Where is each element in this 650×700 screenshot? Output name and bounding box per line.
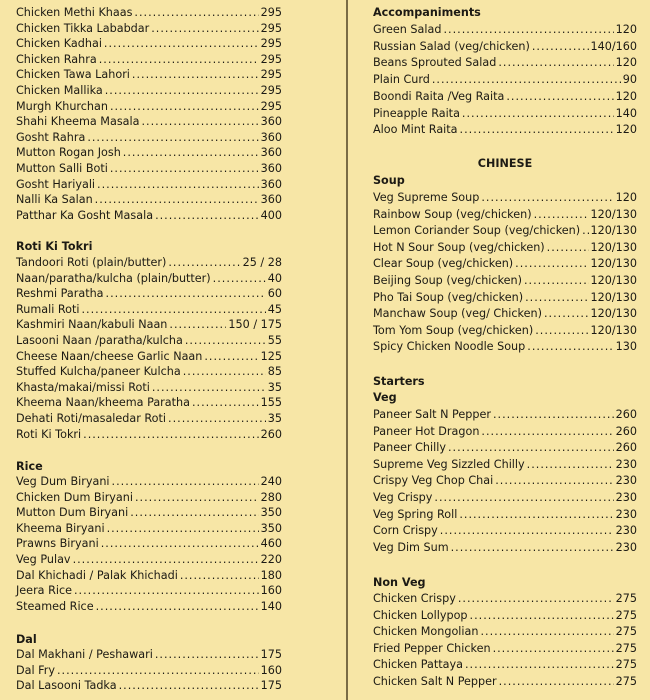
menu-item bbox=[16, 130, 282, 146]
menu-item-name: Steamed Rice bbox=[16, 599, 94, 613]
menu-item-name: Kashmiri Naan/kabuli Naan bbox=[16, 318, 168, 332]
menu-item bbox=[373, 591, 637, 607]
menu-item bbox=[373, 641, 637, 657]
menu-item-name: Kheema Biryani bbox=[16, 521, 105, 535]
menu-item-name: Crispy Veg Chop Chai bbox=[373, 474, 494, 488]
menu-item-name: Chicken Rahra bbox=[16, 52, 97, 66]
menu-item-name: Veg Dim Sum bbox=[373, 540, 449, 554]
menu-item-price: 120 bbox=[615, 89, 637, 103]
menu-item-name: Hot N Sour Soup (veg/chicken) bbox=[373, 240, 545, 254]
menu-item bbox=[373, 407, 637, 423]
menu-item-name: Boondi Raita /Veg Raita bbox=[373, 89, 505, 103]
menu-item-price: 275 bbox=[615, 608, 637, 622]
menu-item-name: Dal Khichadi / Palak Khichadi bbox=[16, 568, 178, 582]
menu-item bbox=[16, 552, 282, 568]
menu-item bbox=[16, 536, 282, 552]
menu-item-name: Chicken Tikka Lababdar bbox=[16, 21, 150, 35]
menu-item bbox=[16, 255, 282, 271]
menu-item-name: Roti Ki Tokri bbox=[16, 427, 82, 441]
menu-item-price: 175 bbox=[260, 679, 282, 693]
section-heading-dal: Dal bbox=[16, 633, 37, 646]
menu-item-name: Jeera Rice bbox=[16, 584, 72, 598]
menu-item bbox=[373, 457, 637, 473]
menu-item-price: 230 bbox=[615, 491, 637, 504]
menu-item-name: Veg Pulav bbox=[16, 553, 71, 566]
menu-item-name: Aloo Mint Raita bbox=[373, 123, 458, 137]
menu-item-name: Reshmi Paratha bbox=[16, 287, 104, 301]
menu-item bbox=[16, 505, 282, 521]
menu-item-name: Nalli Ka Salan bbox=[16, 193, 93, 207]
menu-item bbox=[373, 306, 637, 322]
dot-leader bbox=[527, 339, 613, 355]
dot-leader bbox=[527, 457, 614, 473]
menu-item-name: Paneer Salt N Pepper bbox=[373, 408, 491, 421]
menu-item bbox=[16, 333, 282, 349]
menu-item-name: Veg Spring Roll bbox=[373, 507, 458, 521]
menu-item-price: 120 bbox=[615, 56, 637, 70]
menu-item bbox=[373, 89, 637, 105]
dot-leader bbox=[499, 674, 614, 690]
menu-item-name: Chicken Mallika bbox=[16, 84, 103, 97]
dot-leader bbox=[110, 99, 259, 115]
menu-item bbox=[373, 624, 637, 640]
menu-item bbox=[16, 21, 282, 37]
menu-item bbox=[373, 339, 637, 355]
menu-item-price: 140 bbox=[260, 599, 282, 613]
menu-item bbox=[16, 317, 282, 333]
menu-item bbox=[16, 145, 282, 161]
menu-item-name: Dal Fry bbox=[16, 663, 55, 677]
menu-item-price: 90 bbox=[622, 73, 637, 87]
menu-item-price: 360 bbox=[260, 146, 282, 160]
dot-leader bbox=[96, 599, 259, 615]
dot-leader bbox=[112, 474, 259, 490]
dot-leader bbox=[169, 317, 226, 333]
menu-item-name: Plain Curd bbox=[373, 73, 430, 87]
menu-item-name: Patthar Ka Gosht Masala bbox=[16, 208, 154, 222]
dot-leader bbox=[180, 568, 259, 584]
dot-leader bbox=[151, 21, 258, 37]
menu-item-price: 260 bbox=[615, 408, 637, 421]
menu-item bbox=[373, 22, 637, 38]
menu-item-price: 230 bbox=[615, 540, 637, 554]
dot-leader bbox=[183, 364, 266, 380]
menu-item bbox=[373, 223, 637, 239]
dot-leader bbox=[101, 536, 259, 552]
dot-leader bbox=[465, 657, 614, 673]
menu-item-price: 120/130 bbox=[590, 207, 637, 221]
menu-item-name: Dal Lasooni Tadka bbox=[16, 679, 117, 693]
menu-item-price: 260 bbox=[615, 424, 637, 438]
dot-leader bbox=[495, 473, 613, 489]
menu-item-price: 230 bbox=[615, 524, 637, 538]
dot-leader bbox=[123, 145, 259, 161]
menu-item-name: Mutton Salli Boti bbox=[16, 162, 108, 175]
dot-leader bbox=[132, 67, 259, 83]
menu-item-price: 120/130 bbox=[590, 307, 637, 321]
menu-item bbox=[16, 583, 282, 599]
menu-item bbox=[16, 161, 282, 177]
menu-item-name: Manchaw Soup (veg/ Chicken) bbox=[373, 307, 542, 321]
dot-leader bbox=[440, 523, 614, 539]
menu-item-name: Pho Tai Soup (veg/chicken) bbox=[373, 290, 524, 304]
dot-leader bbox=[168, 411, 266, 427]
menu-item-name: Corn Crispy bbox=[373, 524, 438, 538]
menu-item bbox=[16, 271, 282, 287]
dot-leader bbox=[459, 507, 613, 523]
menu-item-price: 275 bbox=[615, 625, 637, 639]
dot-leader bbox=[119, 678, 259, 694]
dot-leader bbox=[74, 583, 259, 599]
dot-leader bbox=[95, 192, 259, 208]
menu-item-price: 140/160 bbox=[590, 39, 637, 53]
menu-item-name: Chicken Salt N Pepper bbox=[373, 675, 497, 688]
menu-item-name: Chicken Methi Khaas bbox=[16, 6, 133, 19]
menu-item-price: 120/130 bbox=[590, 224, 637, 238]
menu-item bbox=[16, 427, 282, 443]
menu-item bbox=[16, 678, 282, 694]
menu-item-name: Shahi Kheema Masala bbox=[16, 115, 140, 129]
menu-item-name: Chicken Kadhai bbox=[16, 37, 102, 51]
menu-item-price: 400 bbox=[260, 208, 282, 222]
dot-leader bbox=[532, 39, 589, 55]
menu-item bbox=[16, 36, 282, 52]
menu-item bbox=[373, 106, 637, 122]
menu-item-price: 130 bbox=[615, 340, 637, 354]
menu-item-price: 45 bbox=[267, 302, 282, 316]
menu-item bbox=[16, 568, 282, 584]
menu-item-name: Supreme Veg Sizzled Chilly bbox=[373, 457, 525, 471]
menu-item bbox=[16, 52, 282, 68]
menu-item-name: Gosht Hariyali bbox=[16, 177, 96, 191]
menu-item bbox=[373, 608, 637, 624]
menu-item-name: Dehati Roti/masaledar Roti bbox=[16, 412, 167, 425]
section-heading-rice: Rice bbox=[16, 460, 43, 473]
dot-leader bbox=[470, 608, 614, 624]
menu-item-price: 275 bbox=[615, 641, 637, 655]
dot-leader bbox=[134, 5, 258, 21]
dot-leader bbox=[213, 271, 266, 287]
menu-item-name: Green Salad bbox=[373, 23, 442, 36]
dot-leader bbox=[105, 83, 259, 99]
menu-item bbox=[16, 192, 282, 208]
menu-item bbox=[373, 122, 637, 138]
menu-item bbox=[373, 424, 637, 440]
section-heading-chinese: CHINESE bbox=[477, 157, 533, 170]
dot-leader bbox=[480, 624, 613, 640]
menu-item bbox=[16, 99, 282, 115]
dot-leader bbox=[99, 52, 259, 68]
menu-item-price: 85 bbox=[267, 365, 282, 379]
menu-item bbox=[16, 663, 282, 679]
dot-leader bbox=[481, 424, 613, 440]
menu-item-name: Dal Makhani / Peshawari bbox=[16, 648, 153, 661]
dot-leader bbox=[506, 89, 613, 105]
menu-item bbox=[373, 72, 637, 88]
menu-item-price: 160 bbox=[260, 663, 282, 677]
menu-item-price: 275 bbox=[615, 592, 637, 605]
menu-item-price: 140 bbox=[615, 106, 637, 120]
menu-item-price: 120 bbox=[615, 123, 637, 137]
dot-leader bbox=[73, 552, 259, 568]
menu-item-name: Tom Yom Soup (veg/chicken) bbox=[373, 323, 534, 337]
menu-item bbox=[16, 208, 282, 224]
menu-item bbox=[373, 55, 637, 71]
menu-item-price: 275 bbox=[615, 675, 637, 688]
menu-item-price: 35 bbox=[267, 412, 282, 425]
menu-item-price: 120/130 bbox=[590, 290, 637, 304]
menu-item bbox=[16, 114, 282, 130]
menu-item-name: Chicken Mongolian bbox=[373, 625, 479, 639]
menu-item-name: Rumali Roti bbox=[16, 302, 80, 316]
menu-item-name: Chicken Crispy bbox=[373, 592, 456, 605]
menu-item bbox=[373, 523, 637, 539]
menu-item bbox=[373, 256, 637, 272]
dot-leader bbox=[135, 490, 259, 506]
dot-leader bbox=[155, 208, 259, 224]
menu-item bbox=[16, 521, 282, 537]
menu-item-price: 120/130 bbox=[590, 323, 637, 337]
dot-leader bbox=[152, 380, 266, 396]
dot-leader bbox=[87, 130, 258, 146]
menu-item-name: Beans Sprouted Salad bbox=[373, 56, 497, 70]
menu-item-price: 260 bbox=[615, 441, 637, 455]
menu-item-price: 360 bbox=[260, 162, 282, 175]
menu-item-price: 40 bbox=[267, 271, 282, 285]
menu-item bbox=[16, 5, 282, 21]
menu-item bbox=[16, 364, 282, 380]
menu-item-price: 295 bbox=[260, 52, 282, 66]
dot-leader bbox=[525, 290, 588, 306]
menu-item-name: Tandoori Roti (plain/butter) bbox=[16, 256, 167, 269]
menu-item-name: Chicken Dum Biryani bbox=[16, 490, 133, 504]
menu-item-price: 295 bbox=[260, 99, 282, 113]
menu-item bbox=[373, 240, 637, 256]
dot-leader bbox=[82, 302, 266, 318]
menu-item-price: 175 bbox=[260, 648, 282, 661]
dot-leader bbox=[460, 122, 614, 138]
menu-item bbox=[16, 474, 282, 490]
menu-item-price: 35 bbox=[267, 380, 282, 394]
menu-item-name: Khasta/makai/missi Roti bbox=[16, 380, 150, 394]
dot-leader bbox=[458, 591, 614, 607]
menu-item-name: Paneer Chilly bbox=[373, 441, 446, 455]
menu-item bbox=[373, 207, 637, 223]
dot-leader bbox=[57, 663, 259, 679]
menu-item-price: 120/130 bbox=[590, 240, 637, 254]
menu-item-price: 220 bbox=[260, 553, 282, 566]
menu-item bbox=[16, 83, 282, 99]
menu-item bbox=[373, 674, 637, 690]
menu-item-name: Mutton Rogan Josh bbox=[16, 146, 121, 160]
menu-item bbox=[16, 599, 282, 615]
menu-item-price: 25 / 28 bbox=[242, 256, 282, 269]
dot-leader bbox=[104, 36, 259, 52]
menu-item-price: 460 bbox=[260, 537, 282, 551]
menu-item bbox=[16, 380, 282, 396]
dot-leader bbox=[448, 440, 614, 456]
menu-item-price: 230 bbox=[615, 507, 637, 521]
menu-item-name: Paneer Hot Dragon bbox=[373, 424, 480, 438]
menu-item-price: 360 bbox=[260, 193, 282, 207]
menu-item-price: 350 bbox=[260, 521, 282, 535]
menu-item-price: 55 bbox=[267, 334, 282, 347]
menu-item-price: 295 bbox=[260, 6, 282, 19]
menu-item-price: 230 bbox=[615, 457, 637, 471]
menu-item bbox=[16, 286, 282, 302]
dot-leader bbox=[493, 407, 614, 423]
menu-item bbox=[373, 507, 637, 523]
menu-item-name: Chicken Lollypop bbox=[373, 608, 468, 622]
dot-leader bbox=[515, 256, 588, 272]
menu-item bbox=[373, 273, 637, 289]
dot-leader bbox=[434, 490, 613, 506]
dot-leader bbox=[451, 540, 614, 556]
dot-leader bbox=[432, 72, 621, 88]
menu-item bbox=[373, 473, 637, 489]
menu-item-price: 360 bbox=[260, 115, 282, 129]
dot-leader bbox=[192, 395, 259, 411]
menu-item bbox=[373, 290, 637, 306]
menu-item bbox=[373, 657, 637, 673]
menu-item-name: Cheese Naan/cheese Garlic Naan bbox=[16, 349, 203, 363]
dot-leader bbox=[462, 106, 614, 122]
menu-item-price: 360 bbox=[260, 130, 282, 144]
section-heading-starters: Starters bbox=[373, 375, 425, 388]
dot-leader bbox=[547, 240, 589, 256]
dot-leader bbox=[168, 255, 240, 271]
menu-item-name: Stuffed Kulcha/paneer Kulcha bbox=[16, 365, 181, 379]
menu-item-name: Russian Salad (veg/chicken) bbox=[373, 39, 530, 53]
menu-item bbox=[373, 540, 637, 556]
dot-leader bbox=[155, 647, 259, 663]
dot-leader bbox=[493, 641, 614, 657]
menu-item-price: 230 bbox=[615, 474, 637, 488]
section-heading-veg: Veg bbox=[373, 391, 397, 404]
menu-item-price: 350 bbox=[260, 506, 282, 520]
menu-item-name: Clear Soup (veg/chicken) bbox=[373, 257, 514, 271]
menu-item bbox=[16, 302, 282, 318]
menu-item-price: 120 bbox=[615, 191, 637, 204]
dot-leader bbox=[524, 273, 589, 289]
menu-item bbox=[373, 440, 637, 456]
menu-item-name: Fried Pepper Chicken bbox=[373, 641, 491, 655]
dot-leader bbox=[130, 505, 258, 521]
dot-leader bbox=[481, 190, 613, 206]
menu-item bbox=[16, 349, 282, 365]
menu-item-price: 180 bbox=[260, 568, 282, 582]
menu-item-name: Gosht Rahra bbox=[16, 130, 86, 144]
menu-item-name: Lemon Coriander Soup (veg/chicken) bbox=[373, 224, 581, 238]
menu-item-price: 120 bbox=[615, 23, 637, 36]
menu-item-name: Kheema Naan/kheema Paratha bbox=[16, 396, 190, 410]
dot-leader bbox=[107, 521, 259, 537]
dot-leader bbox=[534, 207, 589, 223]
section-heading-roti: Roti Ki Tokri bbox=[16, 240, 93, 253]
menu-item-name: Mutton Dum Biryani bbox=[16, 506, 129, 520]
menu-item-price: 360 bbox=[260, 177, 282, 191]
menu-item-price: 295 bbox=[260, 68, 282, 82]
menu-item-name: Murgh Khurchan bbox=[16, 99, 108, 113]
menu-item bbox=[16, 411, 282, 427]
dot-leader bbox=[582, 223, 588, 239]
dot-leader bbox=[544, 306, 589, 322]
dot-leader bbox=[443, 22, 613, 38]
dot-leader bbox=[535, 323, 588, 339]
dot-leader bbox=[185, 333, 266, 349]
menu-item bbox=[373, 490, 637, 506]
menu-item-name: Prawns Biryani bbox=[16, 537, 99, 551]
menu-item bbox=[373, 39, 637, 55]
menu-item-price: 120/130 bbox=[590, 257, 637, 271]
menu-item-name: Chicken Tawa Lahori bbox=[16, 68, 130, 82]
menu-item-price: 280 bbox=[260, 490, 282, 504]
menu-item bbox=[373, 190, 637, 206]
dot-leader bbox=[97, 177, 259, 193]
menu-item-name: Chicken Pattaya bbox=[373, 658, 463, 672]
menu-item-price: 125 bbox=[260, 349, 282, 363]
menu-item-price: 155 bbox=[260, 396, 282, 410]
menu-item-price: 260 bbox=[260, 427, 282, 441]
menu-item-price: 295 bbox=[260, 37, 282, 51]
menu-item-name: Veg Dum Biryani bbox=[16, 475, 110, 488]
menu-item-name: Naan/paratha/kulcha (plain/butter) bbox=[16, 271, 211, 285]
menu-item-price: 275 bbox=[615, 658, 637, 672]
dot-leader bbox=[141, 114, 258, 130]
dot-leader bbox=[204, 349, 258, 365]
menu-item bbox=[16, 67, 282, 83]
menu-item-price: 295 bbox=[260, 84, 282, 97]
menu-item-name: Pineapple Raita bbox=[373, 106, 460, 120]
dot-leader bbox=[498, 55, 613, 71]
menu-item-price: 60 bbox=[267, 287, 282, 301]
section-heading-soup: Soup bbox=[373, 174, 405, 187]
menu-item-name: Veg Supreme Soup bbox=[373, 191, 480, 204]
dot-leader bbox=[83, 427, 259, 443]
menu-item-price: 150 / 175 bbox=[228, 318, 282, 332]
section-heading-nonveg: Non Veg bbox=[373, 576, 426, 589]
menu-item-name: Rainbow Soup (veg/chicken) bbox=[373, 207, 532, 221]
column-divider bbox=[346, 0, 348, 700]
menu-item bbox=[16, 177, 282, 193]
menu-item-price: 240 bbox=[260, 475, 282, 488]
menu-item-name: Spicy Chicken Noodle Soup bbox=[373, 340, 526, 354]
menu-item bbox=[16, 395, 282, 411]
menu-item bbox=[373, 323, 637, 339]
menu-item-price: 160 bbox=[260, 584, 282, 598]
menu-item-name: Veg Crispy bbox=[373, 491, 433, 504]
menu-item-price: 120/130 bbox=[590, 274, 637, 287]
menu-item-name: Lasooni Naan /paratha/kulcha bbox=[16, 334, 183, 347]
dot-leader bbox=[110, 161, 259, 177]
menu-item bbox=[16, 647, 282, 663]
section-heading-accompaniments: Accompaniments bbox=[373, 6, 481, 19]
dot-leader bbox=[106, 286, 266, 302]
menu-item bbox=[16, 490, 282, 506]
menu-item-name: Beijing Soup (veg/chicken) bbox=[373, 274, 522, 287]
menu-item-price: 295 bbox=[260, 21, 282, 35]
